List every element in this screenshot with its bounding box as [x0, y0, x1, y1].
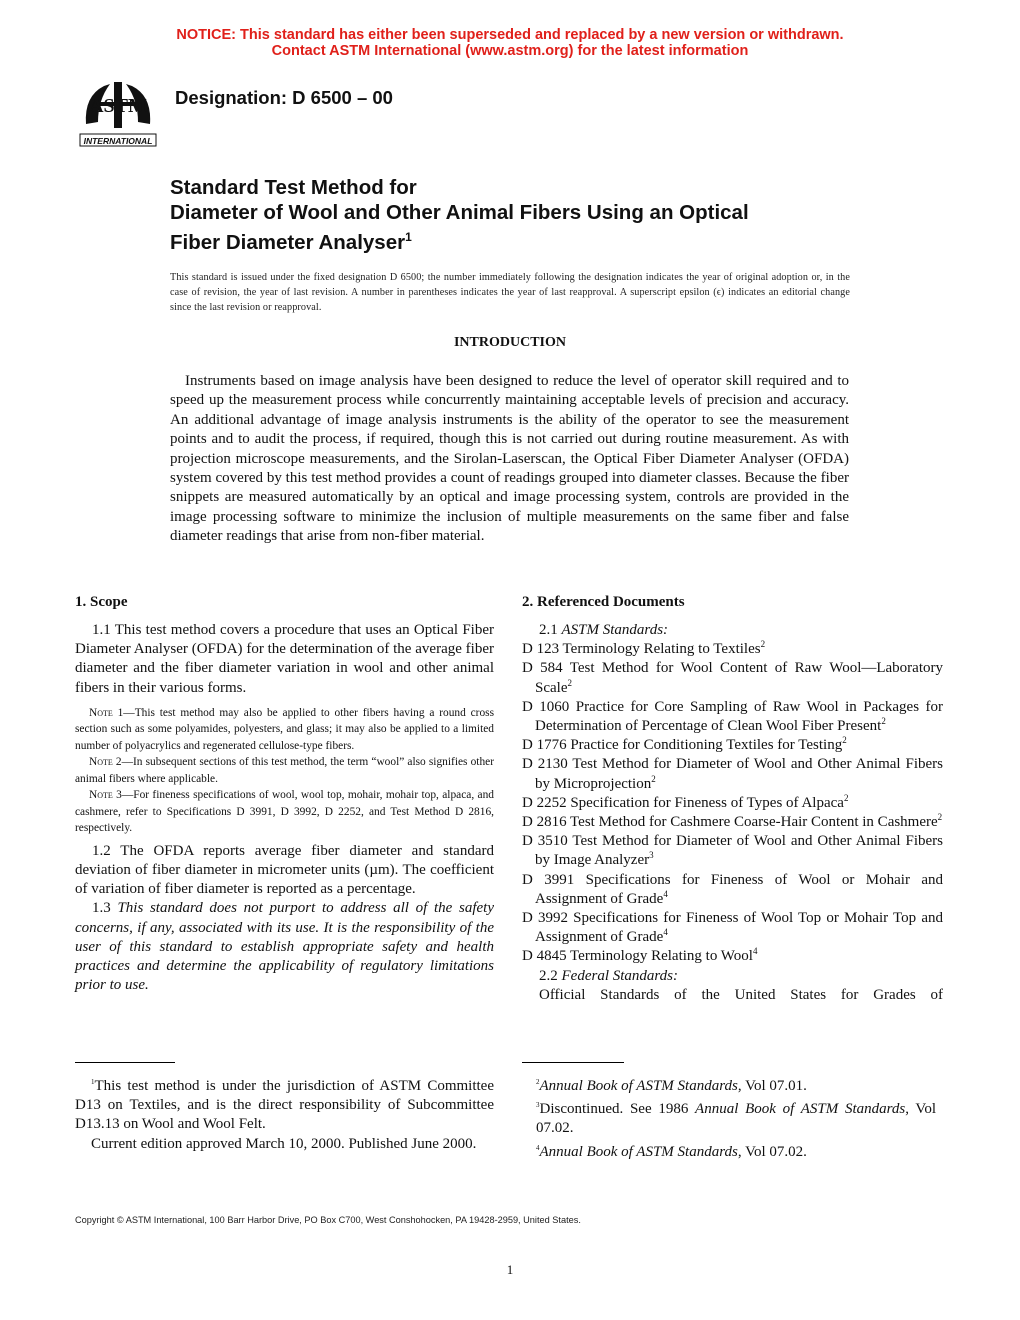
reference-text: D 3992 Specifications for Fineness of Wool Top or Mohair Top and Assignment of Grade — [522, 910, 943, 946]
reference-text: D 3991 Specifications for Fineness of Wool or Mohair and Assignment of Grade — [522, 871, 943, 907]
reference-item — [522, 832, 943, 870]
footnote-mark: 4 — [536, 1143, 540, 1152]
scope-paragraph-1-1: 1.1 This test method covers a procedure that uses an Optical Fiber Diameter Analyser (OFDA) for the determination of the average fiber diameter and the fiber diameter variation in wool and other animal fibers in their various forms. — [75, 622, 494, 696]
reference-item — [522, 947, 943, 966]
footnote-volume: , Vol 07.01. — [737, 1078, 807, 1094]
reference-item — [522, 813, 943, 832]
reference-footnote-mark: 4 — [752, 946, 758, 957]
footnote-rule-right — [522, 1062, 624, 1063]
federal-standards-text: Official Standards of the United States for Grades of — [539, 986, 943, 1003]
footnote-mark: 2 — [536, 1078, 540, 1086]
footnote-mark: 3 — [536, 1101, 540, 1110]
reference-item — [522, 698, 943, 736]
federal-standards-number: 2.2 — [539, 967, 562, 984]
reference-footnote-mark: 2 — [937, 812, 943, 823]
reference-footnote-mark: 4 — [663, 927, 668, 938]
footnote-rule-left — [75, 1062, 175, 1063]
scope-paragraph-1-3 — [75, 899, 494, 995]
footnote-1 — [75, 1073, 494, 1135]
reference-item — [522, 755, 943, 793]
scope-1-3-number: 1.3 — [92, 900, 118, 917]
federal-standards-label: Federal Standards: — [561, 967, 679, 984]
logo-caption: INTERNATIONAL — [83, 136, 153, 146]
reference-item — [522, 909, 943, 947]
title-footnote-mark: 1 — [405, 230, 412, 244]
footnote-book-title: Annual Book of ASTM Standards — [695, 1101, 906, 1118]
footnote-book-title: Annual Book of ASTM Standards — [539, 1143, 738, 1160]
note-1-label: Note 1 — [89, 706, 124, 719]
reference-footnote-mark: 2 — [881, 716, 886, 727]
reference-text: D 2816 Test Method for Cashmere Coarse-Hair Content in Cashmere — [522, 814, 938, 831]
footnotes-left — [75, 1073, 494, 1154]
reference-text: D 123 Terminology Relating to Textiles — [522, 641, 761, 658]
reference-text: D 2130 Test Method for Diameter of Wool and Other Animal Fibers by Microprojection — [522, 756, 943, 792]
page-number: 1 — [506, 1262, 514, 1277]
astm-standards-subheading — [522, 621, 943, 640]
footnote-book-title: Annual Book of ASTM Standards — [539, 1078, 738, 1094]
note-3 — [75, 787, 494, 837]
reference-footnote-mark: 2 — [567, 677, 572, 688]
reference-text: D 1060 Practice for Core Sampling of Raw Wool in Packages for Determination of Percentage of Clean Wool Fiber Present — [522, 698, 943, 735]
reference-text: D 584 Test Method for Wool Content of Raw Wool—Laboratory Scale — [522, 660, 943, 696]
footnote-4 — [536, 1139, 936, 1162]
scope-1-3-text: This standard does not purport to address all of the safety concerns, if any, associated with its use. It is the responsibility of the user of this standard to establish appropriate safety and health practices and determine the applicability of regulatory limitations prior to use. — [75, 900, 495, 994]
introduction-heading: INTRODUCTION — [453, 335, 566, 350]
document-title — [170, 175, 890, 255]
footnote-plain-text: Discontinued. See 1986 — [539, 1101, 696, 1118]
footnote-1-mark: 1 — [91, 1078, 95, 1086]
scope-notes — [75, 705, 494, 837]
title-line-2: Diameter of Wool and Other Animal Fibers Using an Optical — [170, 201, 749, 224]
scope-section — [75, 594, 494, 995]
note-2-label: Note 2 — [89, 756, 122, 769]
note-3-label: Note 3 — [89, 789, 122, 802]
logo-text: ASTM — [89, 95, 147, 117]
scope-heading: 1. Scope — [75, 594, 128, 610]
reference-footnote-mark: 4 — [663, 888, 668, 899]
footnotes-right — [536, 1073, 936, 1162]
astm-standards-label: ASTM Standards: — [561, 622, 669, 638]
reference-list — [522, 640, 943, 966]
reference-footnote-mark: 2 — [842, 735, 847, 746]
referenced-documents-section — [522, 594, 943, 1005]
footnote-3 — [536, 1096, 936, 1138]
note-1-text: —This test method may also be applied to other fibers having a round cross section such as some polyamides, polyesters, and glass; it may also be applied to a limited number of polyacrylics and regenerated cellulose-type fibers. — [75, 706, 494, 752]
reference-text: D 3510 Test Method for Diameter of Wool and Other Animal Fibers by Image Analyzer — [522, 833, 943, 869]
reference-item — [522, 659, 943, 697]
reference-footnote-mark: 2 — [843, 792, 849, 803]
reference-text: D 2252 Specification for Fineness of Types of Alpaca — [522, 794, 844, 811]
astm-standards-number: 2.1 — [539, 622, 562, 638]
reference-item — [522, 640, 943, 659]
reference-footnote-mark: 3 — [649, 850, 654, 861]
title-line-1: Standard Test Method for — [170, 176, 417, 199]
reference-text: D 4845 Terminology Relating to Wool — [522, 948, 753, 965]
title-line-3 — [170, 225, 890, 255]
note-3-text: —For fineness specifications of wool, wool top, mohair, mohair top, alpaca, and cashmere, refer to Specifications D 3991, D 3992, D 2252, and Test Method D 2816, respectively. — [75, 789, 494, 835]
issue-note: This standard is issued under the fixed designation D 6500; the number immediately following the designation indicates the year of original adoption or, in the case of revision, the year of last revision. A number in parentheses indicates the year of last reapproval. A superscript epsilon (ϵ) indicates an editorial change since the last revision or reapproval. — [170, 272, 850, 313]
introduction-text: Instruments based on image analysis have been designed to reduce the level of operator skill required and to speed up the measurement process while concurrently maintaining acceptable levels of precision and accuracy. An additional advantage of image analysis instruments is the ability of the operator to see the measurement points and to audit the process, if required, though this is not carried out during routine measurement. As with projection microscope measurements, and the Sirolan-Laserscan, the Optical Fiber Diameter Analyser (OFDA) system covered by this test method provides a count of readings grouped into diameter classes. Because the fiber snippets are measured automatically by an optical and image processing system, controls are provided in the image processing software to minimize the inclusion of multiple measurements on the same fiber and false diameter readings that arise from non-fiber material. — [170, 373, 849, 545]
referenced-documents-heading: 2. Referenced Documents — [522, 594, 685, 610]
reference-footnote-mark: 2 — [651, 773, 656, 784]
note-1 — [75, 705, 494, 755]
reference-text: D 1776 Practice for Conditioning Textiles for Testing — [522, 737, 843, 754]
note-2 — [75, 754, 494, 787]
scope-paragraph-1-2: 1.2 The OFDA reports average fiber diameter and standard deviation of fiber diameter in micrometer units (µm). The coefficient of variation of fiber diameter is reported as a percentage. — [75, 842, 494, 898]
notice-line-2: Contact ASTM International (www.astm.org) for the latest information — [271, 43, 749, 59]
footnote-1-text: This test method is under the jurisdiction of ASTM Committee D13 on Textiles, and is the direct responsibility of Subcommittee D13.13 on Wool and Wool Felt. — [75, 1078, 494, 1133]
footnote-1-approval: Current edition approved March 10, 2000. Published June 2000. — [91, 1135, 477, 1152]
reference-item — [522, 736, 943, 755]
footnote-2 — [536, 1073, 936, 1096]
federal-standards-subheading — [522, 967, 943, 986]
note-2-text: —In subsequent sections of this test method, the term “wool” also signifies other animal fibers where applicable. — [75, 756, 494, 785]
astm-logo — [76, 76, 160, 150]
notice-line-1: NOTICE: This standard has either been superseded and replaced by a new version or withdrawn. — [176, 27, 844, 43]
footnote-volume: , Vol 07.02. — [536, 1101, 936, 1137]
reference-item — [522, 871, 943, 909]
supersede-notice — [0, 27, 1020, 59]
designation: Designation: D 6500 – 00 — [175, 87, 393, 108]
copyright-line: Copyright © ASTM International, 100 Barr Harbor Drive, PO Box C700, West Conshohocken, PA 19428-2959, United States. — [75, 1215, 581, 1225]
reference-footnote-mark: 2 — [760, 639, 766, 650]
reference-item — [522, 794, 943, 813]
title-line-3-text: Fiber Diameter Analyser — [170, 230, 406, 254]
footnote-volume: , Vol 07.02. — [737, 1143, 807, 1160]
